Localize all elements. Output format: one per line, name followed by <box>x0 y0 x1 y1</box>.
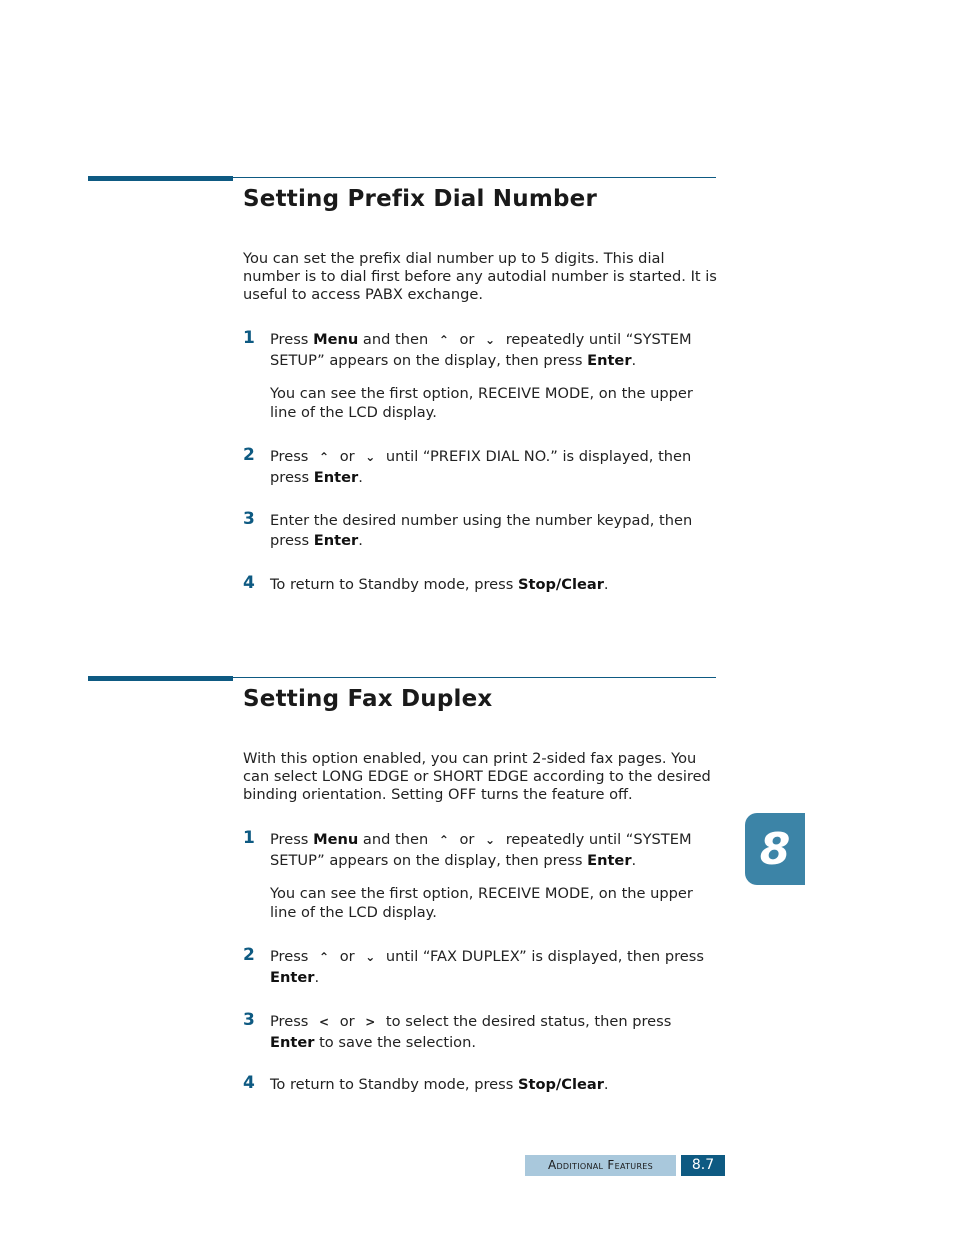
up-arrow-icon: ⌃ <box>319 950 330 964</box>
footer-section-label: Additional Features <box>525 1155 676 1176</box>
section-intro: You can set the prefix dial number up to 5 digits. This dial number is to dial first before any autodial number is started. It is useful to access PABX exchange. <box>243 250 717 303</box>
step-item <box>243 1012 713 1052</box>
section-rule-thin <box>233 677 716 678</box>
step-text: Press ⌃ or ⌄ until “PREFIX DIAL NO.” is displayed, then press Enter. <box>270 448 692 486</box>
step-text: Press < or > to select the desired status, then press Enter to save the selection. <box>270 1013 672 1051</box>
step-text: Press ⌃ or ⌄ until “FAX DUPLEX” is displayed, then press Enter. <box>270 948 704 986</box>
step-item <box>243 575 713 595</box>
step-number: 3 <box>243 509 255 529</box>
step-item <box>243 330 713 422</box>
section-title: Setting Fax Duplex <box>243 686 493 712</box>
step-number: 2 <box>243 945 255 965</box>
footer-page-number: 8.7 <box>681 1155 725 1176</box>
section-rule-thin <box>233 177 716 178</box>
step-note: You can see the first option, RECEIVE MODE, on the upper line of the LCD display. <box>270 385 693 421</box>
step-item <box>243 511 713 550</box>
step-text: To return to Standby mode, press Stop/Clear. <box>270 576 609 593</box>
step-text: Press Menu and then ⌃ or ⌄ repeatedly until “SYSTEM SETUP” appears on the display, then press Enter. <box>270 331 692 369</box>
step-number: 3 <box>243 1010 255 1030</box>
step-number: 4 <box>243 1073 255 1093</box>
step-item <box>243 830 713 922</box>
step-text: Press Menu and then ⌃ or ⌄ repeatedly until “SYSTEM SETUP” appears on the display, then press Enter. <box>270 831 692 869</box>
down-arrow-icon: ⌄ <box>485 333 496 347</box>
chapter-tab: 8 <box>745 813 805 885</box>
left-arrow-icon: < <box>319 1015 330 1029</box>
step-text: To return to Standby mode, press Stop/Clear. <box>270 1076 609 1093</box>
section-rule-thick <box>88 676 233 681</box>
right-arrow-icon: > <box>365 1015 376 1029</box>
up-arrow-icon: ⌃ <box>438 833 449 847</box>
step-number: 1 <box>243 828 255 848</box>
step-text: Enter the desired number using the number keypad, then press Enter. <box>270 512 693 549</box>
section-rule-thick <box>88 176 233 181</box>
step-item <box>243 947 713 987</box>
up-arrow-icon: ⌃ <box>319 450 330 464</box>
step-number: 1 <box>243 328 255 348</box>
section-intro: With this option enabled, you can print 2-sided fax pages. You can select LONG EDGE or SHORT EDGE according to the desired binding orientation. Setting OFF turns the feature off. <box>243 750 711 803</box>
step-item <box>243 447 713 487</box>
down-arrow-icon: ⌄ <box>365 950 376 964</box>
step-number: 4 <box>243 573 255 593</box>
down-arrow-icon: ⌄ <box>365 450 376 464</box>
step-number: 2 <box>243 445 255 465</box>
up-arrow-icon: ⌃ <box>438 333 449 347</box>
step-note: You can see the first option, RECEIVE MODE, on the upper line of the LCD display. <box>270 885 693 921</box>
step-item <box>243 1075 713 1095</box>
down-arrow-icon: ⌄ <box>485 833 496 847</box>
section-title: Setting Prefix Dial Number <box>243 186 597 212</box>
